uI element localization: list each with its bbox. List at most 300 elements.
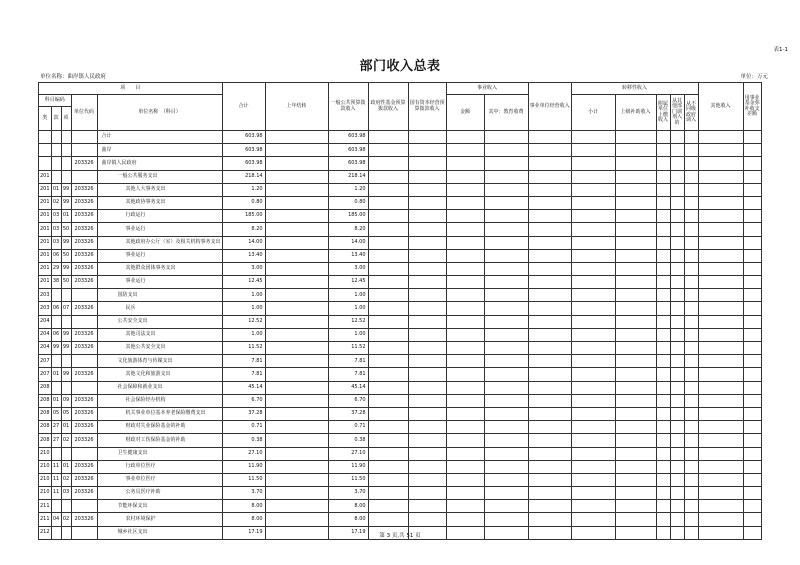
row-item-cell: 99 bbox=[61, 196, 71, 209]
row-empty-cell bbox=[684, 236, 698, 249]
row-empty-cell bbox=[408, 342, 446, 355]
row-total-cell: 7.81 bbox=[222, 355, 265, 368]
row-empty-cell bbox=[528, 394, 571, 407]
row-empty-cell bbox=[571, 223, 615, 236]
row-empty-cell bbox=[446, 342, 484, 355]
row-empty-cell bbox=[528, 183, 571, 196]
row-item-cell: 02 bbox=[61, 434, 71, 447]
row-empty-cell bbox=[698, 328, 743, 341]
row-empty-cell bbox=[656, 500, 670, 513]
row-class-cell: 208 bbox=[39, 421, 52, 434]
row-empty-cell bbox=[368, 368, 408, 381]
row-empty-cell bbox=[368, 487, 408, 500]
row-empty-cell bbox=[368, 131, 408, 144]
row-empty-cell bbox=[571, 144, 615, 157]
row-empty-cell bbox=[656, 131, 670, 144]
row-empty-cell bbox=[484, 236, 528, 249]
row-class-cell bbox=[39, 157, 52, 170]
row-kind-cell bbox=[51, 289, 61, 302]
row-empty-cell bbox=[615, 157, 656, 170]
row-kind-cell bbox=[51, 500, 61, 513]
row-empty-cell bbox=[446, 276, 484, 289]
row-general-budget-cell: 8.00 bbox=[328, 500, 368, 513]
row-empty-cell bbox=[698, 421, 743, 434]
row-total-cell: 37.28 bbox=[222, 407, 265, 420]
row-empty-cell bbox=[743, 500, 761, 513]
row-carryover-cell bbox=[265, 223, 328, 236]
row-empty-cell bbox=[528, 487, 571, 500]
row-unit-name-cell: 其他群众团体事务支出 bbox=[97, 262, 222, 275]
row-empty-cell bbox=[656, 355, 670, 368]
row-item-cell: 99 bbox=[61, 236, 71, 249]
row-empty-cell bbox=[615, 368, 656, 381]
row-empty-cell bbox=[670, 342, 684, 355]
row-general-budget-cell: 37.28 bbox=[328, 407, 368, 420]
row-empty-cell bbox=[571, 460, 615, 473]
row-empty-cell bbox=[684, 276, 698, 289]
row-empty-cell bbox=[571, 276, 615, 289]
row-empty-cell bbox=[743, 328, 761, 341]
header-unused-fund: 从不同级政府调入 bbox=[684, 95, 698, 131]
header-subject-code: 科目编码 bbox=[39, 95, 72, 107]
row-empty-cell bbox=[368, 434, 408, 447]
row-empty-cell bbox=[743, 460, 761, 473]
row-empty-cell bbox=[615, 434, 656, 447]
row-unit-code-cell: 203326 bbox=[71, 157, 97, 170]
header-amount: 金额 bbox=[446, 95, 484, 131]
row-empty-cell bbox=[408, 276, 446, 289]
row-empty-cell bbox=[743, 196, 761, 209]
row-empty-cell bbox=[408, 447, 446, 460]
row-empty-cell bbox=[743, 381, 761, 394]
row-empty-cell bbox=[528, 500, 571, 513]
row-unit-name-cell: 农村环境保护 bbox=[97, 513, 222, 526]
row-empty-cell bbox=[528, 196, 571, 209]
row-empty-cell bbox=[571, 447, 615, 460]
table-body bbox=[39, 131, 762, 540]
row-empty-cell bbox=[368, 407, 408, 420]
row-total-cell: 14.00 bbox=[222, 236, 265, 249]
header-other-income: 其他收入 bbox=[698, 83, 743, 131]
header-project: 项 目 bbox=[39, 83, 223, 95]
header-kind: 款 bbox=[51, 107, 61, 131]
row-empty-cell bbox=[408, 407, 446, 420]
row-carryover-cell bbox=[265, 289, 328, 302]
row-total-cell: 8.00 bbox=[222, 513, 265, 526]
row-total-cell: 12.45 bbox=[222, 276, 265, 289]
row-unit-name-cell: 社会保障和就业支出 bbox=[97, 381, 222, 394]
row-empty-cell bbox=[528, 223, 571, 236]
row-kind-cell bbox=[51, 315, 61, 328]
row-empty-cell bbox=[571, 473, 615, 486]
row-unit-code-cell: 203326 bbox=[71, 262, 97, 275]
row-empty-cell bbox=[698, 460, 743, 473]
row-empty-cell bbox=[684, 355, 698, 368]
row-empty-cell bbox=[698, 223, 743, 236]
table-row bbox=[39, 421, 762, 434]
row-unit-name-cell: 财政对失业保险基金的补助 bbox=[97, 421, 222, 434]
row-empty-cell bbox=[484, 421, 528, 434]
row-unit-name-cell: 其他政协事务支出 bbox=[97, 196, 222, 209]
row-empty-cell bbox=[743, 276, 761, 289]
row-unit-name-cell: 事业单位医疗 bbox=[97, 473, 222, 486]
row-unit-code-cell bbox=[71, 355, 97, 368]
row-empty-cell bbox=[368, 223, 408, 236]
row-empty-cell bbox=[615, 342, 656, 355]
row-empty-cell bbox=[528, 302, 571, 315]
row-empty-cell bbox=[670, 434, 684, 447]
row-class-cell: 204 bbox=[39, 328, 52, 341]
row-class-cell: 207 bbox=[39, 368, 52, 381]
row-empty-cell bbox=[698, 315, 743, 328]
row-unit-code-cell: 203326 bbox=[71, 460, 97, 473]
row-empty-cell bbox=[368, 513, 408, 526]
row-empty-cell bbox=[484, 394, 528, 407]
row-kind-cell: 03 bbox=[51, 223, 61, 236]
row-empty-cell bbox=[670, 276, 684, 289]
row-empty-cell bbox=[656, 394, 670, 407]
row-empty-cell bbox=[528, 131, 571, 144]
row-empty-cell bbox=[368, 342, 408, 355]
row-unit-code-cell bbox=[71, 144, 97, 157]
row-empty-cell bbox=[571, 196, 615, 209]
row-empty-cell bbox=[368, 328, 408, 341]
row-empty-cell bbox=[368, 170, 408, 183]
table-row bbox=[39, 434, 762, 447]
row-empty-cell bbox=[670, 170, 684, 183]
row-kind-cell: 29 bbox=[51, 262, 61, 275]
row-unit-code-cell: 203326 bbox=[71, 394, 97, 407]
header-total: 合计 bbox=[222, 83, 265, 131]
row-kind-cell: 27 bbox=[51, 434, 61, 447]
header-unit-name: 单位名称 （科目） bbox=[97, 95, 222, 131]
row-unit-code-cell: 203326 bbox=[71, 342, 97, 355]
row-empty-cell bbox=[446, 210, 484, 223]
row-general-budget-cell: 8.20 bbox=[328, 223, 368, 236]
row-empty-cell bbox=[684, 262, 698, 275]
row-empty-cell bbox=[684, 500, 698, 513]
row-carryover-cell bbox=[265, 342, 328, 355]
row-total-cell: 27.10 bbox=[222, 447, 265, 460]
row-empty-cell bbox=[743, 407, 761, 420]
row-class-cell: 201 bbox=[39, 236, 52, 249]
row-empty-cell bbox=[670, 447, 684, 460]
row-empty-cell bbox=[743, 236, 761, 249]
row-empty-cell bbox=[743, 434, 761, 447]
row-empty-cell bbox=[446, 328, 484, 341]
row-empty-cell bbox=[368, 381, 408, 394]
row-empty-cell bbox=[656, 368, 670, 381]
row-empty-cell bbox=[571, 302, 615, 315]
table-row bbox=[39, 368, 762, 381]
row-kind-cell bbox=[51, 381, 61, 394]
row-item-cell: 50 bbox=[61, 249, 71, 262]
row-empty-cell bbox=[698, 157, 743, 170]
table-row bbox=[39, 447, 762, 460]
row-empty-cell bbox=[670, 473, 684, 486]
row-empty-cell bbox=[368, 473, 408, 486]
row-general-budget-cell: 0.71 bbox=[328, 421, 368, 434]
row-general-budget-cell: 45.14 bbox=[328, 381, 368, 394]
row-empty-cell bbox=[528, 421, 571, 434]
row-empty-cell bbox=[684, 460, 698, 473]
row-empty-cell bbox=[446, 434, 484, 447]
row-carryover-cell bbox=[265, 157, 328, 170]
row-empty-cell bbox=[743, 473, 761, 486]
row-carryover-cell bbox=[265, 302, 328, 315]
row-empty-cell bbox=[670, 131, 684, 144]
row-empty-cell bbox=[446, 315, 484, 328]
row-empty-cell bbox=[698, 381, 743, 394]
row-empty-cell bbox=[484, 342, 528, 355]
row-carryover-cell bbox=[265, 131, 328, 144]
row-empty-cell bbox=[615, 473, 656, 486]
row-total-cell: 12.52 bbox=[222, 315, 265, 328]
row-empty-cell bbox=[670, 144, 684, 157]
row-class-cell: 207 bbox=[39, 355, 52, 368]
row-empty-cell bbox=[408, 144, 446, 157]
row-unit-code-cell: 203326 bbox=[71, 183, 97, 196]
row-empty-cell bbox=[368, 196, 408, 209]
table-row bbox=[39, 473, 762, 486]
row-empty-cell bbox=[484, 302, 528, 315]
row-total-cell: 0.71 bbox=[222, 421, 265, 434]
row-carryover-cell bbox=[265, 394, 328, 407]
row-empty-cell bbox=[446, 381, 484, 394]
row-general-budget-cell: 1.00 bbox=[328, 289, 368, 302]
row-empty-cell bbox=[408, 434, 446, 447]
header-operating-income: 事业单位经营收入 bbox=[528, 83, 571, 131]
row-empty-cell bbox=[743, 183, 761, 196]
row-empty-cell bbox=[446, 513, 484, 526]
row-empty-cell bbox=[528, 170, 571, 183]
row-empty-cell bbox=[368, 157, 408, 170]
table-number: 表1-1 bbox=[773, 47, 788, 53]
row-empty-cell bbox=[571, 315, 615, 328]
row-empty-cell bbox=[446, 289, 484, 302]
row-kind-cell: 11 bbox=[51, 460, 61, 473]
row-empty-cell bbox=[684, 131, 698, 144]
row-unit-code-cell bbox=[71, 131, 97, 144]
row-unit-code-cell: 203326 bbox=[71, 368, 97, 381]
row-empty-cell bbox=[684, 289, 698, 302]
row-total-cell: 603.98 bbox=[222, 157, 265, 170]
row-class-cell: 201 bbox=[39, 249, 52, 262]
row-empty-cell bbox=[528, 289, 571, 302]
row-empty-cell bbox=[656, 157, 670, 170]
row-empty-cell bbox=[408, 183, 446, 196]
row-carryover-cell bbox=[265, 236, 328, 249]
row-empty-cell bbox=[670, 249, 684, 262]
row-empty-cell bbox=[615, 302, 656, 315]
row-empty-cell bbox=[484, 262, 528, 275]
row-empty-cell bbox=[670, 262, 684, 275]
row-class-cell: 210 bbox=[39, 487, 52, 500]
row-empty-cell bbox=[656, 276, 670, 289]
row-empty-cell bbox=[446, 144, 484, 157]
row-empty-cell bbox=[670, 289, 684, 302]
row-empty-cell bbox=[528, 381, 571, 394]
row-empty-cell bbox=[571, 434, 615, 447]
table-row bbox=[39, 210, 762, 223]
row-total-cell: 218.14 bbox=[222, 170, 265, 183]
row-total-cell: 17.19 bbox=[222, 526, 265, 539]
row-empty-cell bbox=[571, 368, 615, 381]
header-unit-code: 单位代码 bbox=[71, 95, 97, 131]
row-empty-cell bbox=[684, 170, 698, 183]
row-total-cell: 1.20 bbox=[222, 183, 265, 196]
row-empty-cell bbox=[571, 381, 615, 394]
row-empty-cell bbox=[446, 302, 484, 315]
row-empty-cell bbox=[684, 407, 698, 420]
row-empty-cell bbox=[368, 500, 408, 513]
table-row bbox=[39, 394, 762, 407]
row-class-cell: 208 bbox=[39, 381, 52, 394]
row-class-cell: 210 bbox=[39, 447, 52, 460]
row-empty-cell bbox=[446, 157, 484, 170]
row-empty-cell bbox=[484, 473, 528, 486]
row-class-cell: 208 bbox=[39, 434, 52, 447]
row-empty-cell bbox=[615, 487, 656, 500]
row-empty-cell bbox=[615, 355, 656, 368]
row-empty-cell bbox=[528, 276, 571, 289]
row-empty-cell bbox=[698, 131, 743, 144]
row-general-budget-cell: 27.10 bbox=[328, 447, 368, 460]
row-empty-cell bbox=[528, 328, 571, 341]
row-carryover-cell bbox=[265, 144, 328, 157]
row-unit-code-cell: 203326 bbox=[71, 328, 97, 341]
row-unit-name-cell: 节能环保支出 bbox=[97, 500, 222, 513]
row-unit-code-cell bbox=[71, 381, 97, 394]
row-item-cell bbox=[61, 447, 71, 460]
row-empty-cell bbox=[408, 513, 446, 526]
row-kind-cell bbox=[51, 157, 61, 170]
row-general-budget-cell: 1.00 bbox=[328, 328, 368, 341]
row-empty-cell bbox=[698, 500, 743, 513]
row-general-budget-cell: 1.20 bbox=[328, 183, 368, 196]
row-empty-cell bbox=[670, 302, 684, 315]
row-unit-name-cell: 社会保险经办机构 bbox=[97, 394, 222, 407]
row-carryover-cell bbox=[265, 447, 328, 460]
row-item-cell: 99 bbox=[61, 328, 71, 341]
row-empty-cell bbox=[571, 342, 615, 355]
header-subtotal: 小计 bbox=[571, 95, 615, 131]
table-row bbox=[39, 381, 762, 394]
row-empty-cell bbox=[408, 289, 446, 302]
row-empty-cell bbox=[408, 196, 446, 209]
row-empty-cell bbox=[408, 131, 446, 144]
row-empty-cell bbox=[484, 315, 528, 328]
row-unit-name-cell: 其他文化和旅游支出 bbox=[97, 368, 222, 381]
row-item-cell bbox=[61, 381, 71, 394]
row-unit-code-cell: 203326 bbox=[71, 196, 97, 209]
row-empty-cell bbox=[446, 460, 484, 473]
row-empty-cell bbox=[670, 157, 684, 170]
row-kind-cell bbox=[51, 170, 61, 183]
row-empty-cell bbox=[698, 289, 743, 302]
row-empty-cell bbox=[571, 249, 615, 262]
row-empty-cell bbox=[528, 513, 571, 526]
row-empty-cell bbox=[615, 289, 656, 302]
unit-name-label: 单位名称：曲岸镇人民政府 bbox=[40, 74, 107, 80]
row-class-cell: 201 bbox=[39, 223, 52, 236]
row-kind-cell: 05 bbox=[51, 407, 61, 420]
row-kind-cell: 27 bbox=[51, 421, 61, 434]
row-class-cell: 203 bbox=[39, 289, 52, 302]
row-kind-cell: 04 bbox=[51, 513, 61, 526]
row-general-budget-cell: 0.38 bbox=[328, 434, 368, 447]
row-empty-cell bbox=[408, 368, 446, 381]
row-empty-cell bbox=[528, 236, 571, 249]
row-kind-cell: 01 bbox=[51, 368, 61, 381]
row-empty-cell bbox=[656, 328, 670, 341]
row-empty-cell bbox=[408, 210, 446, 223]
row-empty-cell bbox=[670, 394, 684, 407]
row-empty-cell bbox=[368, 249, 408, 262]
table-row bbox=[39, 487, 762, 500]
row-empty-cell bbox=[446, 249, 484, 262]
row-empty-cell bbox=[528, 368, 571, 381]
row-empty-cell bbox=[408, 236, 446, 249]
row-empty-cell bbox=[571, 487, 615, 500]
row-empty-cell bbox=[656, 196, 670, 209]
row-empty-cell bbox=[484, 183, 528, 196]
row-item-cell: 99 bbox=[61, 183, 71, 196]
row-total-cell: 8.00 bbox=[222, 500, 265, 513]
row-empty-cell bbox=[408, 328, 446, 341]
row-empty-cell bbox=[684, 328, 698, 341]
row-empty-cell bbox=[743, 342, 761, 355]
row-empty-cell bbox=[615, 262, 656, 275]
row-kind-cell bbox=[51, 144, 61, 157]
header-transfer-income: 转移性收入 bbox=[571, 83, 698, 95]
row-empty-cell bbox=[684, 381, 698, 394]
row-item-cell: 01 bbox=[61, 210, 71, 223]
row-empty-cell bbox=[670, 487, 684, 500]
row-empty-cell bbox=[656, 315, 670, 328]
row-item-cell: 02 bbox=[61, 513, 71, 526]
row-empty-cell bbox=[670, 460, 684, 473]
row-empty-cell bbox=[446, 183, 484, 196]
row-general-budget-cell: 1.00 bbox=[328, 302, 368, 315]
row-unit-name-cell: 其他政府办公厅（室）及相关机构事务支出 bbox=[97, 236, 222, 249]
row-item-cell bbox=[61, 170, 71, 183]
row-empty-cell bbox=[656, 302, 670, 315]
row-empty-cell bbox=[368, 460, 408, 473]
row-empty-cell bbox=[684, 157, 698, 170]
row-empty-cell bbox=[615, 421, 656, 434]
row-empty-cell bbox=[698, 407, 743, 420]
row-empty-cell bbox=[698, 183, 743, 196]
row-empty-cell bbox=[698, 394, 743, 407]
row-carryover-cell bbox=[265, 328, 328, 341]
row-empty-cell bbox=[684, 394, 698, 407]
row-empty-cell bbox=[656, 473, 670, 486]
row-unit-code-cell bbox=[71, 170, 97, 183]
header-prev-balance: 从其他部门调剂入的 bbox=[670, 95, 684, 131]
row-empty-cell bbox=[408, 157, 446, 170]
row-empty-cell bbox=[615, 210, 656, 223]
row-total-cell: 603.98 bbox=[222, 131, 265, 144]
row-empty-cell bbox=[615, 144, 656, 157]
page-title: 部门收入总表 bbox=[359, 59, 441, 74]
row-general-budget-cell: 218.14 bbox=[328, 170, 368, 183]
row-empty-cell bbox=[571, 262, 615, 275]
row-item-cell: 07 bbox=[61, 302, 71, 315]
row-empty-cell bbox=[684, 223, 698, 236]
row-kind-cell: 11 bbox=[51, 487, 61, 500]
row-empty-cell bbox=[670, 328, 684, 341]
